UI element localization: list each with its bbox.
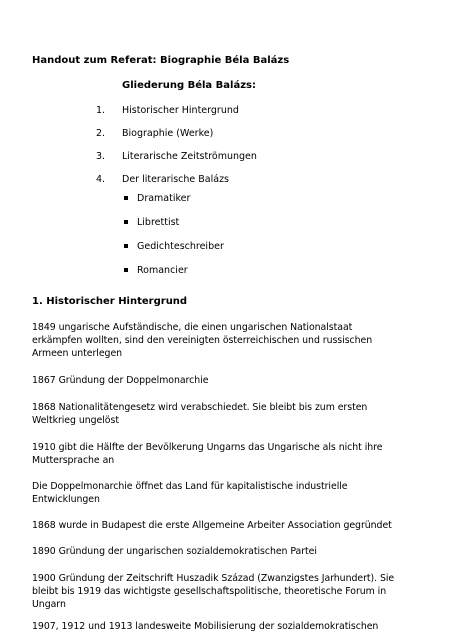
outline-item-label: Historischer Hintergrund <box>122 105 239 116</box>
role-label: Librettist <box>137 216 180 228</box>
square-bullet-icon <box>124 244 128 248</box>
role-label: Gedichteschreiber <box>137 240 224 252</box>
paragraph-line: 1867 Gründung der Doppelmonarchie <box>32 375 209 386</box>
paragraph-line: 1849 ungarische Aufständische, die einen ungarischen Nationalstaat <box>32 322 353 333</box>
outline-item <box>96 122 257 145</box>
paragraph-line: Weltkrieg ungelöst <box>32 415 119 426</box>
outline-item-number: 1. <box>96 105 106 116</box>
outline-item-number: 2. <box>96 128 106 139</box>
paragraph <box>32 321 427 360</box>
outline-item <box>96 145 257 168</box>
paragraph-line: Muttersprache an <box>32 455 115 466</box>
role-label: Dramatiker <box>137 192 191 204</box>
paragraph <box>32 545 427 558</box>
square-bullet-icon <box>124 268 128 272</box>
paragraph <box>32 572 427 611</box>
square-bullet-icon <box>124 196 128 200</box>
paragraph-line: Armeen unterlegen <box>32 348 123 359</box>
outline-item-number: 4. <box>96 174 106 185</box>
paragraph-line: erkämpfen wollten, sind den vereinigten österreichischen und russischen <box>32 335 373 346</box>
paragraph-line: 1907, 1912 und 1913 landesweite Mobilisierung der sozialdemokratischen <box>32 621 379 632</box>
paragraph-line: Entwicklungen <box>32 494 100 505</box>
paragraph-line: 1868 Nationalitätengesetz wird verabschiedet. Sie bleibt bis zum ersten <box>32 402 368 413</box>
outline-list <box>96 99 257 191</box>
outline-item-label: Literarische Zeitströmungen <box>122 151 257 162</box>
outline-item <box>96 99 257 122</box>
paragraph-line: 1890 Gründung der ungarischen sozialdemokratischen Partei <box>32 546 317 557</box>
section-heading: 1. Historischer Hintergrund <box>32 296 188 307</box>
paragraph <box>32 480 427 506</box>
paragraph-line: Die Doppelmonarchie öffnet das Land für kapitalistische industrielle <box>32 481 348 492</box>
paragraph-line: Ungarn <box>32 599 66 610</box>
paragraph <box>32 519 427 532</box>
roles-list-item <box>124 258 224 282</box>
paragraph-line: bleibt bis 1919 das wichtigste gesellschaftspolitische, theoretische Forum in <box>32 586 387 597</box>
roles-list-item <box>124 186 224 210</box>
outline-item-label: Der literarische Balázs <box>122 174 230 185</box>
outline-item-label: Biographie (Werke) <box>122 128 214 139</box>
outline-item-number: 3. <box>96 151 106 162</box>
outline-heading: Gliederung Béla Balázs: <box>122 80 256 91</box>
paragraph <box>32 441 427 467</box>
paragraph-line: 1900 Gründung der Zeitschrift Huszadik Század (Zwanzigstes Jarhundert). Sie <box>32 573 395 584</box>
paragraph-line: 1868 wurde in Budapest die erste Allgemeine Arbeiter Association gegründet <box>32 520 392 531</box>
paragraph-line: 1910 gibt die Hälfte der Bevölkerung Ungarns das Ungarische als nicht ihre <box>32 442 383 453</box>
roles-list <box>124 186 224 282</box>
paragraph <box>32 401 427 427</box>
role-label: Romancier <box>137 264 188 276</box>
paragraph <box>32 374 427 387</box>
document-title: Handout zum Referat: Biographie Béla Balázs <box>32 55 290 66</box>
roles-list-item <box>124 234 224 258</box>
paragraph <box>32 620 427 633</box>
square-bullet-icon <box>124 220 128 224</box>
roles-list-item <box>124 210 224 234</box>
